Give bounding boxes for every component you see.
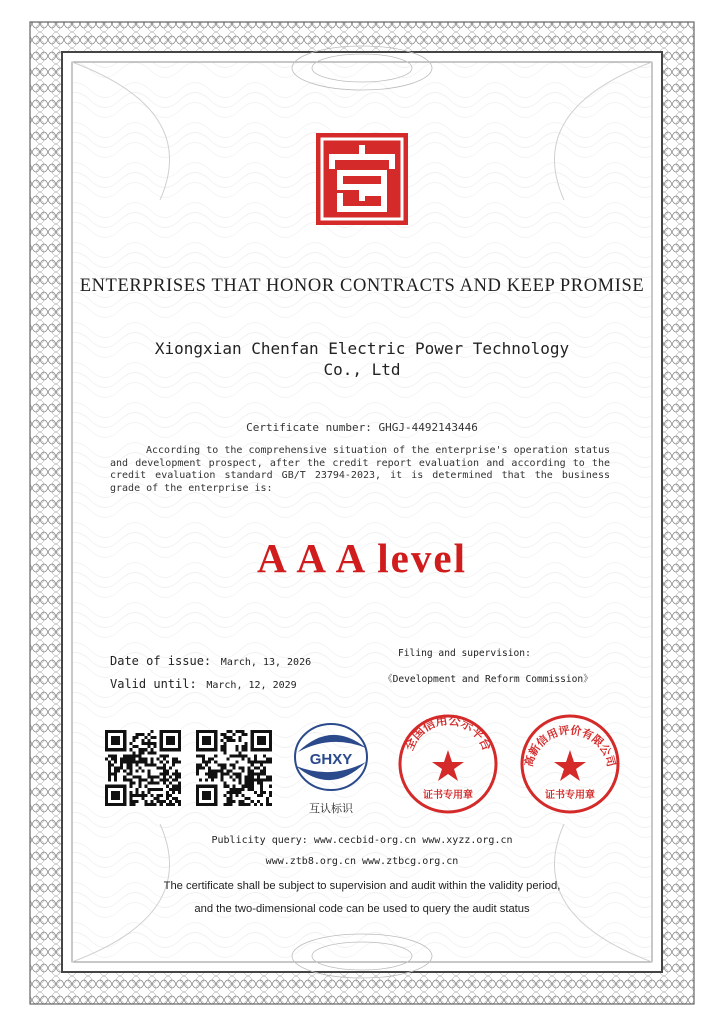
seal-2-arc-text: 高新信用评价有限公司 [522,723,618,769]
business-grade: A A A level [257,535,467,581]
filing-value: 《Development and Reform Commission》 [383,674,593,685]
notice-line2: and the two-dimensional code can be used to query the audit status [194,903,530,915]
seal-1-arc-text: 全国信用公示平台 [401,713,495,753]
publicity-query-line1: Publicity query: www.cecbid-org.cn www.xyzz.org.cn [211,835,513,846]
svg-text:全国信用公示平台 [401,713,495,753]
date-of-issue [110,650,311,669]
company-name-line2: Co., Ltd [323,360,401,379]
date-of-issue-label: Date of issue: [110,654,212,668]
ghxy-logo-text: GHXY [309,751,353,768]
seal-2-bottom-text: 证书专用章 [545,790,595,801]
notice-line1: The certificate shall be subject to supervision and audit within the validity period, [163,880,561,892]
ghxy-logo [288,722,374,815]
publicity-query-line2: www.ztb8.org.cn www.ztbcg.org.cn [265,856,459,867]
ghxy-logo-caption: 互认标识 [309,802,353,815]
official-seal-2 [518,712,622,816]
qr-code-1-icon [105,730,181,806]
filing-label: Filing and supervision: [398,648,531,659]
company-name-line1: Xiongxian Chenfan Electric Power Technology [154,339,570,358]
emblem-logo [316,133,408,225]
certificate-title: ENTERPRISES THAT HONOR CONTRACTS AND KEEP PROMISE [79,276,645,296]
qr-code-2[interactable] [196,730,272,806]
valid-until-value: March, 12, 2029 [206,680,297,691]
company-name [0,338,724,380]
valid-until-label: Valid until: [110,677,197,691]
qr-code-1[interactable] [105,730,181,806]
seal-1-bottom-text: 证书专用章 [423,790,473,801]
official-seal-1 [396,712,500,816]
certificate-description: According to the comprehensive situation of the enterprise's operation status and development prospect, after the credit report evaluation and according to the credit evaluation standard GB/T 23794-2023, it is determined that the business grade of the enterprise is: [110,445,610,495]
certificate-number: Certificate number: GHGJ-4492143446 [246,421,478,434]
date-of-issue-value: March, 13, 2026 [220,657,312,668]
qr-code-2-icon [196,730,272,806]
valid-until [110,673,297,692]
